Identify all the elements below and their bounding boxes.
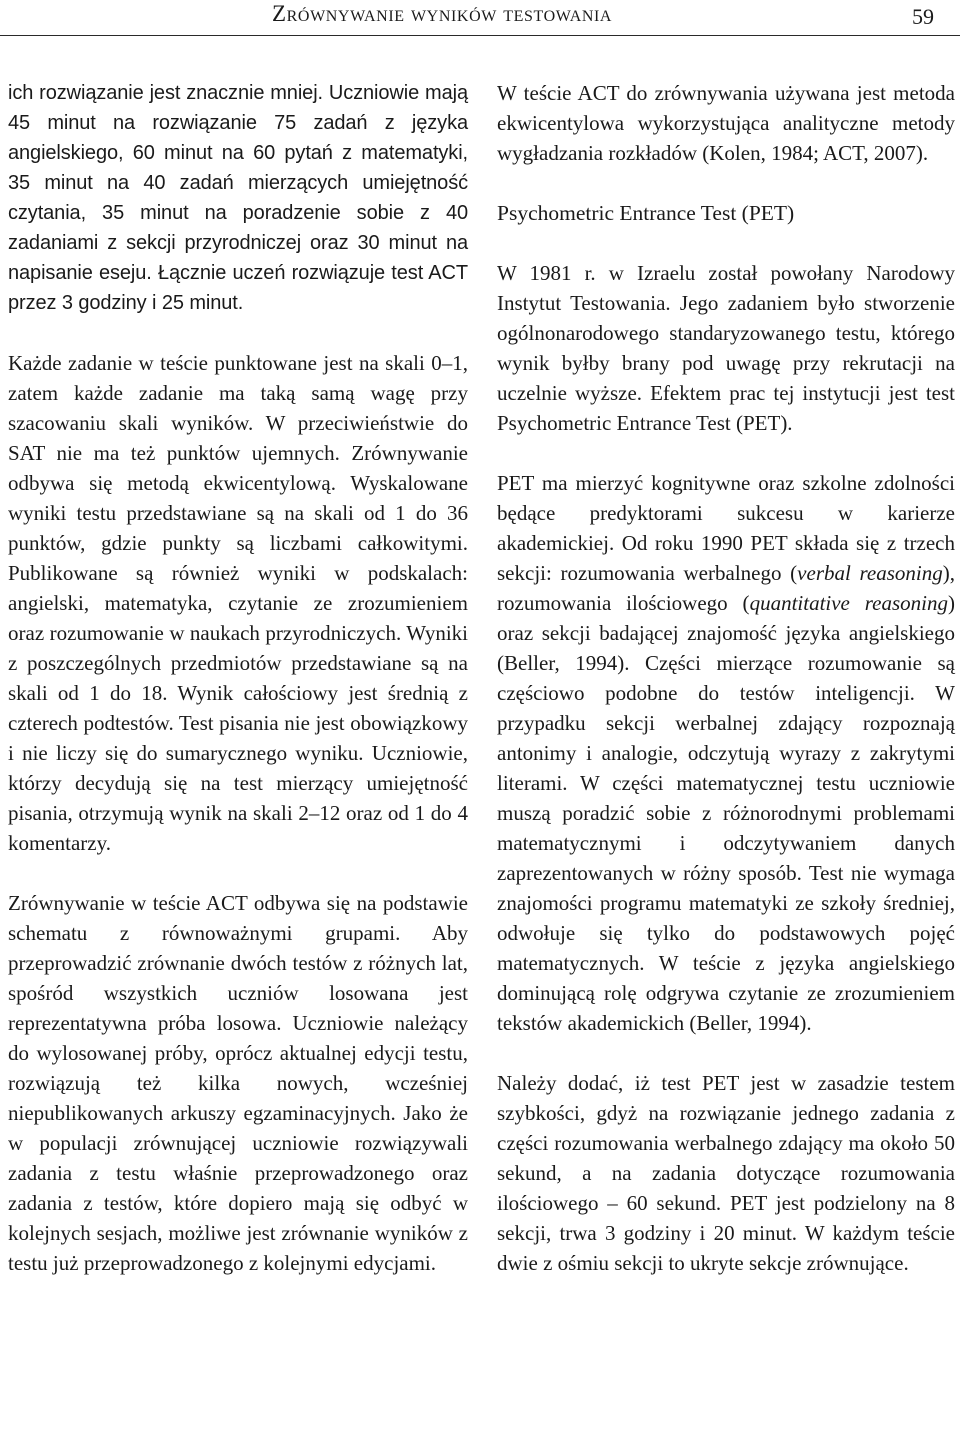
page-number: 59 <box>912 4 934 29</box>
term-verbal-reasoning: verbal reasoning <box>797 561 943 585</box>
right-paragraph-3 <box>497 468 955 1038</box>
running-title: Zrównywanie wyników testowania <box>272 1 613 26</box>
left-paragraph-3: Zrównywanie w teście ACT odbywa się na podstawie schematu z równoważnymi grupami. Aby przeprowadzić zrównanie dwóch testów z różnych lat, spośród wszystkich uczniów losowana jest reprezentatywna próba losowa. Uczniowie należący do wylosowanej próby, oprócz aktualnej edycji testu, rozwiązują też kilka nowych, wcześniej niepublikowanych arkuszy egzaminacyjnych. Jako że w populacji zrównującej uczniowie rozwiązywali zadania z testu właśnie przeprowadzonego oraz zadania z testów, które dopiero mają się odbyć w kolejnych sesjach, możliwe jest zrównanie wyników z testu już przeprowadzonego z kolejnymi edycjami. <box>8 891 468 1275</box>
header-divider <box>0 35 960 36</box>
term-quantitative-reasoning: quantitative reasoning <box>749 591 948 615</box>
left-column <box>8 78 468 1278</box>
running-header <box>0 0 960 32</box>
right-paragraph-1: W teście ACT do zrównywania używana jest metoda ekwicentylowa wykorzystująca analityczne metody wygładzania rozkładów (Kolen, 1984; ACT, 2007). <box>497 81 955 165</box>
right-paragraph-2: W 1981 r. w Izraelu został powołany Narodowy Instytut Testowania. Jego zadaniem było stworzenie ogólnonarodowego standaryzowanego testu, którego wynik byłby brany pod uwagę przy rekrutacji na uczelnie wyższe. Efektem prac tej instytucji jest test Psychometric Entrance Test (PET). <box>497 261 955 435</box>
right-column <box>497 78 955 1278</box>
right-paragraph-3-part-b: ), rozumowania ilościowego ( <box>497 561 955 615</box>
right-paragraph-3-part-c: ) oraz sekcji badającej znajomość języka angielskiego (Beller, 1994). Części mierzące rozumowanie są częściowo podobne do testów inteligencji. W przypadku sekcji werbalnej zdający rozpoznają antonimy i analogie, odczytują wyrazy z zakrytymi literami. W części matematycznej testu uczniowie muszą poradzić sobie z różnorodnymi problemami matematycznymi i odczytywaniem danych zaprezentowanych w różny sposób. Test nie wymaga znajomości programu matematyki ze szkoły średniej, odwołuje się tylko do podstawowych pojęć matematycznych. W teście z języka angielskiego dominującą rolę odgrywa czytanie ze zrozumieniem tekstów akademickich (Beller, 1994). <box>497 591 955 1035</box>
right-paragraph-3-part-a: PET ma mierzyć kognitywne oraz szkolne zdolności będące predyktorami sukcesu w karierze akademickiej. Od roku 1990 PET składa się z trzech sekcji: rozumowania werbalnego ( <box>497 471 955 585</box>
left-paragraph-2: Każde zadanie w teście punktowane jest na skali 0–1, zatem każde zadanie ma taką samą wagę przy szacowaniu skali wyników. W przeciwieństwie do SAT nie ma też punktów ujemnych. Zrównywanie odbywa się metodą ekwicentylową. Wyskalowane wyniki testu przedstawiane są na skali od 1 do 36 punktów, gdzie punkty są liczbami całkowitymi. Publikowane są również wyniki w podskalach: angielski, matematyka, czytanie ze zrozumieniem oraz rozumowanie w naukach przyrodniczych. Wyniki z poszczególnych przedmiotów przedstawiane są na skali od 1 do 18. Wynik całościowy jest średnią z czterech podtestów. Test pisania nie jest obowiązkowy i nie liczy się do sumarycznego wyniku. Uczniowie, którzy decydują się na test mierzący umiejętność pisania, otrzymują wynik na skali 2–12 oraz od 1 do 4 komentarzy. <box>8 351 468 855</box>
section-heading-pet: Psychometric Entrance Test (PET) <box>497 201 795 225</box>
left-paragraph-1: ich rozwiązanie jest znacznie mniej. Uczniowie mają 45 minut na rozwiązanie 75 zadań z języka angielskiego, 60 minut na 60 pytań z matematyki, 35 minut na 40 zadań mierzących umiejętność czytania, 35 minut na poradzenie sobie z 40 zadaniami z sekcji przyrodniczej oraz 30 minut na napisanie eseju. Łącznie uczeń rozwiązuje test ACT przez 3 godziny i 25 minut. <box>8 82 468 314</box>
right-paragraph-4: Należy dodać, iż test PET jest w zasadzie testem szybkości, gdyż na rozwiązanie jednego zadania z części rozumowania werbalnego zdający ma około 50 sekund, a na zadania dotyczące rozumowania ilościowego – 60 sekund. PET jest podzielony na 8 sekcji, trwa 3 godziny i 20 minut. W każdym teście dwie z ośmiu sekcji to ukryte sekcje zrównujące. <box>497 1071 955 1275</box>
